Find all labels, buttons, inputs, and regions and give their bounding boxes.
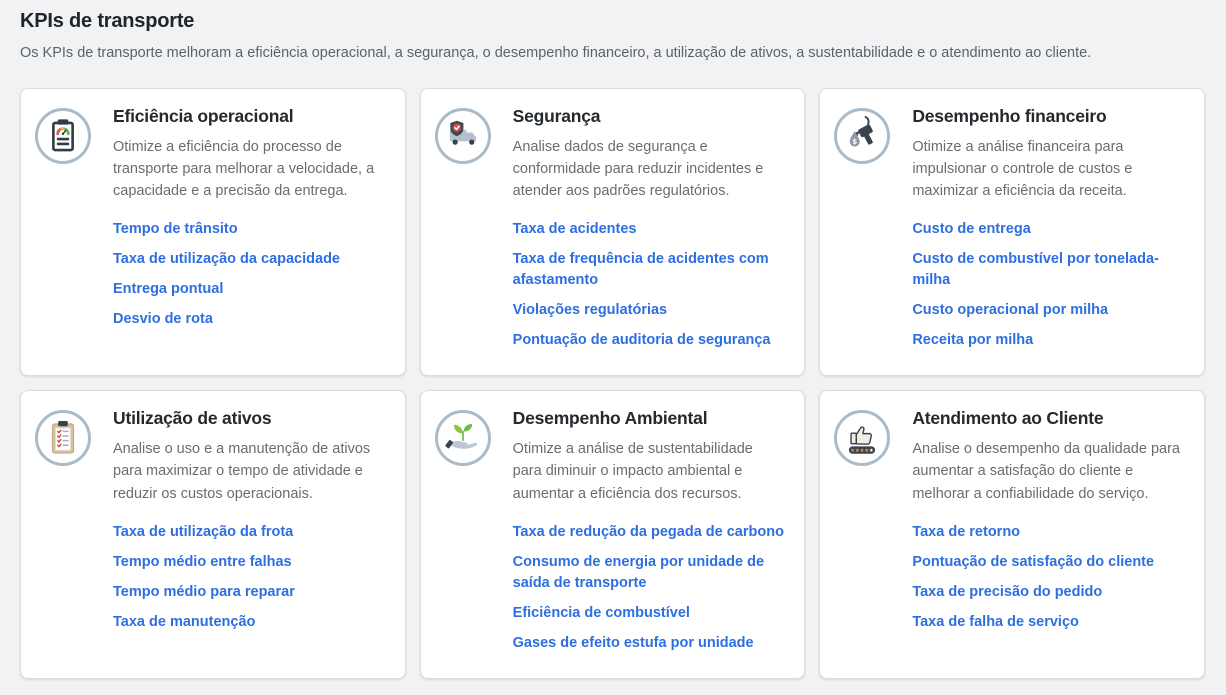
kpi-link-list [113, 522, 385, 633]
kpi-link-taxa-de-retorno[interactable]: Taxa de retorno [912, 523, 1021, 540]
speedometer-clipboard-icon [35, 108, 91, 164]
card-description: Analise dados de segurança e conformidade para reduzir incidentes e atender aos padrões regulatórios. [512, 138, 764, 199]
thumbs-up-rating-icon [834, 410, 890, 466]
kpi-link-entrega-pontual[interactable]: Entrega pontual [113, 281, 224, 298]
card-atendimento-ao-cliente [819, 390, 1205, 679]
kpi-link-tempo-medio-para-reparar[interactable]: Tempo médio para reparar [113, 583, 295, 600]
card-title: Segurança [512, 105, 601, 126]
checklist-clipboard-icon [35, 410, 91, 466]
fuel-nozzle-cost-icon [834, 108, 890, 164]
card-title: Eficiência operacional [113, 105, 294, 126]
kpi-link-pontuacao-auditoria-seguranca[interactable]: Pontuação de auditoria de segurança [512, 332, 771, 349]
card-desempenho-ambiental [420, 390, 806, 679]
page-title: KPIs de transporte [20, 10, 195, 32]
kpi-link-list [513, 219, 785, 351]
kpi-link-tempo-de-transito[interactable]: Tempo de trânsito [113, 221, 238, 238]
shield-truck-icon [435, 108, 491, 164]
card-desempenho-financeiro [819, 88, 1205, 377]
svg-text:★: ★ [850, 448, 856, 455]
hand-sprout-icon [435, 410, 491, 466]
kpi-link-receita-por-milha[interactable]: Receita por milha [912, 332, 1034, 349]
card-title: Atendimento ao Cliente [912, 408, 1104, 429]
kpi-link-custo-operacional-por-milha[interactable]: Custo operacional por milha [912, 302, 1109, 319]
kpi-link-pontuacao-satisfacao-cliente[interactable]: Pontuação de satisfação do cliente [912, 553, 1155, 570]
card-seguranca [420, 88, 806, 377]
kpi-card-grid [20, 88, 1205, 679]
kpi-link-taxa-utilizacao-frota[interactable]: Taxa de utilização da frota [113, 523, 294, 540]
card-title: Desempenho Ambiental [512, 408, 708, 429]
svg-text:★: ★ [859, 448, 865, 455]
card-title: Desempenho financeiro [912, 105, 1107, 126]
card-description: Analise o desempenho da qualidade para aumentar a satisfação do cliente e melhorar a confiabilidade do serviço. [912, 441, 1180, 502]
kpi-link-list [912, 219, 1184, 351]
kpi-link-taxa-de-acidentes[interactable]: Taxa de acidentes [512, 221, 637, 238]
kpi-link-frequencia-acidentes-afastamento[interactable]: Taxa de frequência de acidentes com afastamento [512, 251, 769, 289]
kpi-link-reducao-pegada-carbono[interactable]: Taxa de redução da pegada de carbono [512, 523, 784, 540]
card-description: Analise o uso e a manutenção de ativos para maximizar o tempo de atividade e reduzir os custos operacionais. [113, 441, 371, 502]
kpi-link-list [113, 219, 385, 330]
kpi-link-eficiencia-de-combustivel[interactable]: Eficiência de combustível [512, 604, 690, 621]
kpi-link-tempo-medio-entre-falhas[interactable]: Tempo médio entre falhas [113, 553, 292, 570]
card-description: Otimize a análise financeira para impulsionar o controle de custos e maximizar a eficiência da receita. [912, 138, 1133, 199]
card-title: Utilização de ativos [113, 408, 272, 429]
kpi-link-list [912, 522, 1184, 633]
kpi-link-violacoes-regulatorias[interactable]: Violações regulatórias [512, 302, 668, 319]
kpi-link-taxa-falha-servico[interactable]: Taxa de falha de serviço [912, 613, 1079, 630]
kpi-link-taxa-precisao-pedido[interactable]: Taxa de precisão do pedido [912, 583, 1103, 600]
page-subtitle: Os KPIs de transporte melhoram a eficiência operacional, a segurança, o desempenho financeiro, a utilização de ativos, a sustentabilidade e o atendimento ao cliente. [20, 45, 1092, 61]
kpi-link-custo-combustivel-tonelada-milha[interactable]: Custo de combustível por tonelada-milha [912, 251, 1159, 289]
card-utilizacao-de-ativos [20, 390, 406, 679]
svg-text:★: ★ [855, 448, 861, 455]
card-description: Otimize a análise de sustentabilidade para diminuir o impacto ambiental e aumentar a eficiência dos recursos. [512, 441, 753, 502]
svg-text:★: ★ [869, 448, 875, 455]
svg-text:$: $ [852, 137, 858, 146]
kpi-link-taxa-de-manutencao[interactable]: Taxa de manutenção [113, 613, 256, 630]
kpi-link-list [513, 522, 785, 654]
kpi-link-gases-efeito-estufa[interactable]: Gases de efeito estufa por unidade [512, 634, 754, 651]
kpi-link-consumo-energia-por-unidade[interactable]: Consumo de energia por unidade de saída de transporte [512, 553, 765, 591]
kpi-link-custo-de-entrega[interactable]: Custo de entrega [912, 221, 1031, 238]
kpi-link-desvio-de-rota[interactable]: Desvio de rota [113, 311, 213, 328]
card-eficiencia-operacional [20, 88, 406, 377]
svg-text:★: ★ [864, 448, 870, 455]
card-description: Otimize a eficiência do processo de transporte para melhorar a velocidade, a capacidade e a precisão da entrega. [113, 138, 375, 199]
kpi-link-taxa-utilizacao-capacidade[interactable]: Taxa de utilização da capacidade [113, 251, 340, 268]
